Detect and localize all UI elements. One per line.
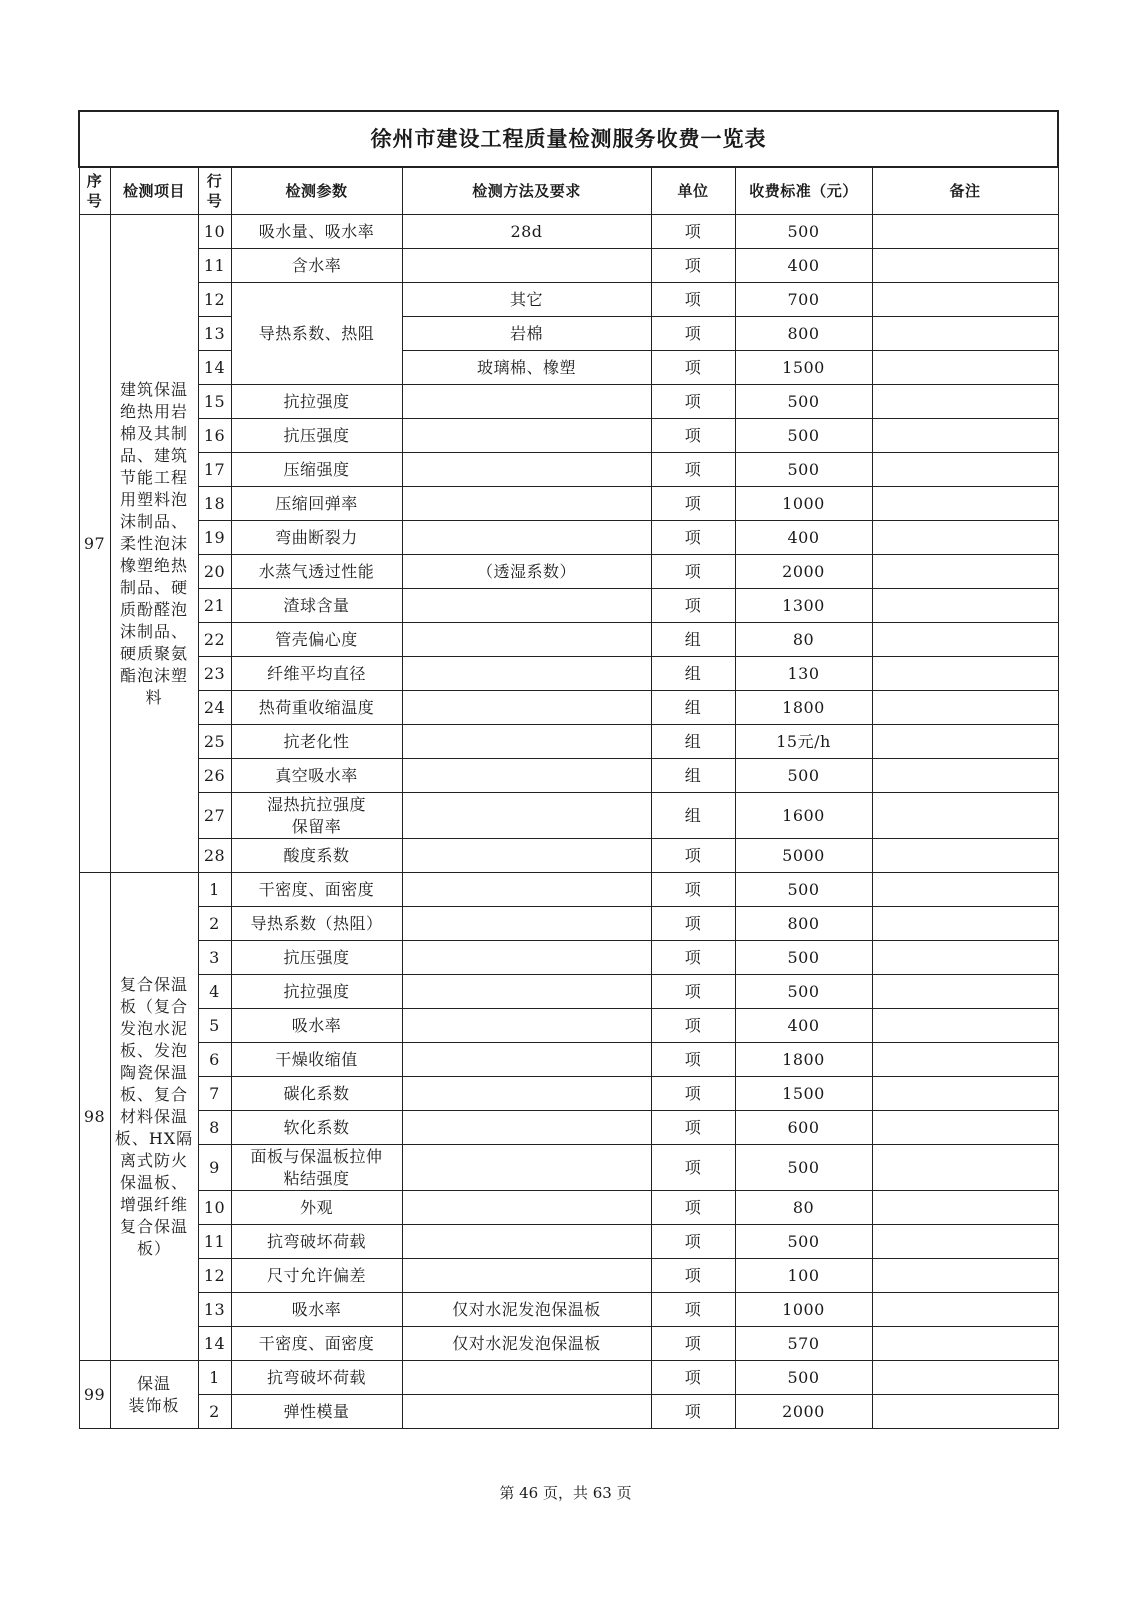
method-cell — [402, 1361, 651, 1395]
note-cell — [872, 1111, 1058, 1145]
method-cell — [402, 623, 651, 657]
table-row — [79, 1259, 1058, 1293]
fee-cell: 500 — [735, 453, 872, 487]
unit-cell: 项 — [651, 249, 735, 283]
param-cell: 酸度系数 — [231, 839, 402, 873]
row-no-cell: 12 — [198, 1259, 231, 1293]
seq-cell: 99 — [79, 1361, 110, 1429]
note-cell — [872, 351, 1058, 385]
note-cell — [872, 975, 1058, 1009]
note-cell — [872, 1293, 1058, 1327]
unit-cell: 项 — [651, 385, 735, 419]
method-cell — [402, 453, 651, 487]
param-cell: 管壳偏心度 — [231, 623, 402, 657]
note-cell — [872, 487, 1058, 521]
table-row — [79, 691, 1058, 725]
method-cell — [402, 873, 651, 907]
row-no-cell: 4 — [198, 975, 231, 1009]
row-no-cell: 18 — [198, 487, 231, 521]
fee-cell: 1000 — [735, 1293, 872, 1327]
unit-cell: 项 — [651, 941, 735, 975]
param-cell: 渣球含量 — [231, 589, 402, 623]
method-cell — [402, 941, 651, 975]
row-no-cell: 17 — [198, 453, 231, 487]
param-cell: 压缩回弹率 — [231, 487, 402, 521]
fee-cell: 130 — [735, 657, 872, 691]
table-row — [79, 1395, 1058, 1429]
method-cell — [402, 1077, 651, 1111]
fee-cell: 500 — [735, 1361, 872, 1395]
table-row — [79, 419, 1058, 453]
row-no-cell: 25 — [198, 725, 231, 759]
param-cell: 热荷重收缩温度 — [231, 691, 402, 725]
unit-cell: 项 — [651, 873, 735, 907]
unit-cell: 组 — [651, 623, 735, 657]
method-cell — [402, 759, 651, 793]
fee-cell: 2000 — [735, 555, 872, 589]
table-row — [79, 283, 1058, 317]
fee-cell: 400 — [735, 249, 872, 283]
row-no-cell: 21 — [198, 589, 231, 623]
fee-cell: 1800 — [735, 1043, 872, 1077]
row-no-cell: 11 — [198, 1225, 231, 1259]
row-no-cell: 16 — [198, 419, 231, 453]
fee-cell: 5000 — [735, 839, 872, 873]
row-no-cell: 3 — [198, 941, 231, 975]
method-cell: 28d — [402, 215, 651, 249]
note-cell — [872, 419, 1058, 453]
param-cell: 纤维平均直径 — [231, 657, 402, 691]
table-row — [79, 1043, 1058, 1077]
method-cell: 仅对水泥发泡保温板 — [402, 1293, 651, 1327]
table-row — [79, 249, 1058, 283]
item-cell: 复合保温板（复合发泡水泥板、发泡陶瓷保温板、复合材料保温板、HX隔离式防火保温板、增强纤维复合保温板） — [110, 873, 198, 1361]
param-cell: 吸水量、吸水率 — [231, 215, 402, 249]
table-row — [79, 351, 1058, 385]
method-cell — [402, 419, 651, 453]
fee-cell: 500 — [735, 759, 872, 793]
table-row — [79, 453, 1058, 487]
note-cell — [872, 907, 1058, 941]
fee-cell: 600 — [735, 1111, 872, 1145]
row-no-cell: 13 — [198, 1293, 231, 1327]
table-row — [79, 487, 1058, 521]
fee-table — [78, 110, 1059, 1429]
row-no-cell: 14 — [198, 1327, 231, 1361]
note-cell — [872, 1077, 1058, 1111]
fee-cell: 1000 — [735, 487, 872, 521]
param-cell: 抗拉强度 — [231, 975, 402, 1009]
seq-cell: 97 — [79, 215, 110, 873]
fee-cell: 400 — [735, 1009, 872, 1043]
method-cell — [402, 1111, 651, 1145]
row-no-cell: 8 — [198, 1111, 231, 1145]
param-cell: 外观 — [231, 1191, 402, 1225]
unit-cell: 项 — [651, 1191, 735, 1225]
row-no-cell: 19 — [198, 521, 231, 555]
param-cell: 抗弯破坏荷载 — [231, 1225, 402, 1259]
header-row-no: 行 号 — [198, 167, 231, 215]
table-row — [79, 839, 1058, 873]
unit-cell: 项 — [651, 1327, 735, 1361]
table-row — [79, 1225, 1058, 1259]
header-row — [79, 167, 1058, 215]
note-cell — [872, 453, 1058, 487]
fee-cell: 1800 — [735, 691, 872, 725]
item-cell: 建筑保温绝热用岩棉及其制品、建筑节能工程用塑料泡沫制品、柔性泡沫橡塑绝热制品、硬质酚醛泡沫制品、硬质聚氨酯泡沫塑料 — [110, 215, 198, 873]
param-cell: 尺寸允许偏差 — [231, 1259, 402, 1293]
header-param: 检测参数 — [231, 167, 402, 215]
table-row — [79, 1145, 1058, 1191]
note-cell — [872, 839, 1058, 873]
unit-cell: 项 — [651, 1395, 735, 1429]
param-cell: 水蒸气透过性能 — [231, 555, 402, 589]
unit-cell: 项 — [651, 317, 735, 351]
method-cell: 其它 — [402, 283, 651, 317]
method-cell — [402, 975, 651, 1009]
table-row — [79, 1293, 1058, 1327]
table-row — [79, 975, 1058, 1009]
unit-cell: 组 — [651, 793, 735, 839]
method-cell — [402, 1225, 651, 1259]
unit-cell: 项 — [651, 1225, 735, 1259]
note-cell — [872, 589, 1058, 623]
param-cell: 抗压强度 — [231, 419, 402, 453]
unit-cell: 项 — [651, 1259, 735, 1293]
table-row — [79, 1327, 1058, 1361]
note-cell — [872, 657, 1058, 691]
fee-cell: 80 — [735, 1191, 872, 1225]
fee-cell: 500 — [735, 941, 872, 975]
unit-cell: 项 — [651, 589, 735, 623]
table-row — [79, 385, 1058, 419]
table-row — [79, 555, 1058, 589]
note-cell — [872, 1191, 1058, 1225]
note-cell — [872, 1009, 1058, 1043]
method-cell: （透湿系数） — [402, 555, 651, 589]
param-cell: 干燥收缩值 — [231, 1043, 402, 1077]
row-no-cell: 11 — [198, 249, 231, 283]
note-cell — [872, 1225, 1058, 1259]
note-cell — [872, 521, 1058, 555]
fee-cell: 700 — [735, 283, 872, 317]
param-cell: 抗弯破坏荷载 — [231, 1361, 402, 1395]
unit-cell: 组 — [651, 725, 735, 759]
table-row — [79, 793, 1058, 839]
unit-cell: 项 — [651, 1361, 735, 1395]
row-no-cell: 2 — [198, 1395, 231, 1429]
table-row — [79, 907, 1058, 941]
method-cell — [402, 657, 651, 691]
param-cell: 导热系数、热阻 — [231, 283, 402, 385]
table-row — [79, 657, 1058, 691]
header-method: 检测方法及要求 — [402, 167, 651, 215]
header-fee: 收费标准（元） — [735, 167, 872, 215]
table-row — [79, 215, 1058, 249]
method-cell: 岩棉 — [402, 317, 651, 351]
table-row — [79, 1111, 1058, 1145]
unit-cell: 项 — [651, 521, 735, 555]
unit-cell: 项 — [651, 839, 735, 873]
unit-cell: 项 — [651, 907, 735, 941]
row-no-cell: 20 — [198, 555, 231, 589]
header-note: 备注 — [872, 167, 1058, 215]
fee-cell: 800 — [735, 317, 872, 351]
header-item: 检测项目 — [110, 167, 198, 215]
param-cell: 含水率 — [231, 249, 402, 283]
param-cell: 干密度、面密度 — [231, 1327, 402, 1361]
row-no-cell: 22 — [198, 623, 231, 657]
fee-cell: 500 — [735, 975, 872, 1009]
param-cell: 弹性模量 — [231, 1395, 402, 1429]
method-cell — [402, 589, 651, 623]
header-unit: 单位 — [651, 167, 735, 215]
note-cell — [872, 1043, 1058, 1077]
row-no-cell: 7 — [198, 1077, 231, 1111]
table-row — [79, 1077, 1058, 1111]
method-cell — [402, 1395, 651, 1429]
note-cell — [872, 215, 1058, 249]
fee-cell: 1600 — [735, 793, 872, 839]
note-cell — [872, 1145, 1058, 1191]
method-cell — [402, 1145, 651, 1191]
unit-cell: 项 — [651, 351, 735, 385]
method-cell: 仅对水泥发泡保温板 — [402, 1327, 651, 1361]
method-cell — [402, 839, 651, 873]
param-cell: 导热系数（热阻） — [231, 907, 402, 941]
method-cell — [402, 1259, 651, 1293]
row-no-cell: 14 — [198, 351, 231, 385]
unit-cell: 组 — [651, 759, 735, 793]
param-cell: 软化系数 — [231, 1111, 402, 1145]
param-cell: 碳化系数 — [231, 1077, 402, 1111]
row-no-cell: 5 — [198, 1009, 231, 1043]
table-row — [79, 1191, 1058, 1225]
note-cell — [872, 623, 1058, 657]
unit-cell: 项 — [651, 1043, 735, 1077]
page-footer: 第 46 页，共 63 页 — [499, 1484, 632, 1502]
row-no-cell: 1 — [198, 873, 231, 907]
row-no-cell: 26 — [198, 759, 231, 793]
table-row — [79, 1361, 1058, 1395]
unit-cell: 项 — [651, 1009, 735, 1043]
row-no-cell: 10 — [198, 215, 231, 249]
param-cell: 弯曲断裂力 — [231, 521, 402, 555]
table-row — [79, 941, 1058, 975]
row-no-cell: 13 — [198, 317, 231, 351]
note-cell — [872, 873, 1058, 907]
param-cell: 抗压强度 — [231, 941, 402, 975]
fee-cell: 100 — [735, 1259, 872, 1293]
fee-cell: 1300 — [735, 589, 872, 623]
param-cell: 湿热抗拉强度 保留率 — [231, 793, 402, 839]
table-title: 徐州市建设工程质量检测服务收费一览表 — [79, 111, 1058, 167]
item-cell: 保温 装饰板 — [110, 1361, 198, 1429]
note-cell — [872, 691, 1058, 725]
note-cell — [872, 1327, 1058, 1361]
row-no-cell: 28 — [198, 839, 231, 873]
fee-cell: 1500 — [735, 1077, 872, 1111]
unit-cell: 组 — [651, 657, 735, 691]
table-row — [79, 623, 1058, 657]
note-cell — [872, 317, 1058, 351]
unit-cell: 组 — [651, 691, 735, 725]
fee-cell: 800 — [735, 907, 872, 941]
param-cell: 抗拉强度 — [231, 385, 402, 419]
note-cell — [872, 1361, 1058, 1395]
method-cell — [402, 1043, 651, 1077]
unit-cell: 项 — [651, 1293, 735, 1327]
method-cell — [402, 1191, 651, 1225]
fee-cell: 500 — [735, 1145, 872, 1191]
seq-cell: 98 — [79, 873, 110, 1361]
unit-cell: 项 — [651, 1111, 735, 1145]
row-no-cell: 27 — [198, 793, 231, 839]
fee-cell: 15元/h — [735, 725, 872, 759]
unit-cell: 项 — [651, 1077, 735, 1111]
method-cell — [402, 385, 651, 419]
note-cell — [872, 793, 1058, 839]
unit-cell: 项 — [651, 555, 735, 589]
param-cell: 干密度、面密度 — [231, 873, 402, 907]
fee-cell: 500 — [735, 873, 872, 907]
note-cell — [872, 249, 1058, 283]
unit-cell: 项 — [651, 487, 735, 521]
unit-cell: 项 — [651, 975, 735, 1009]
param-cell: 吸水率 — [231, 1009, 402, 1043]
row-no-cell: 23 — [198, 657, 231, 691]
row-no-cell: 1 — [198, 1361, 231, 1395]
fee-cell: 500 — [735, 215, 872, 249]
fee-cell: 400 — [735, 521, 872, 555]
fee-cell: 500 — [735, 385, 872, 419]
row-no-cell: 9 — [198, 1145, 231, 1191]
fee-cell: 2000 — [735, 1395, 872, 1429]
row-no-cell: 6 — [198, 1043, 231, 1077]
note-cell — [872, 941, 1058, 975]
note-cell — [872, 725, 1058, 759]
table-row — [79, 317, 1058, 351]
unit-cell: 项 — [651, 215, 735, 249]
method-cell — [402, 725, 651, 759]
table-row — [79, 521, 1058, 555]
row-no-cell: 2 — [198, 907, 231, 941]
table-row — [79, 759, 1058, 793]
unit-cell: 项 — [651, 1145, 735, 1191]
note-cell — [872, 385, 1058, 419]
unit-cell: 项 — [651, 453, 735, 487]
table-row — [79, 1009, 1058, 1043]
method-cell — [402, 487, 651, 521]
method-cell — [402, 521, 651, 555]
table-row — [79, 873, 1058, 907]
param-cell: 吸水率 — [231, 1293, 402, 1327]
method-cell — [402, 907, 651, 941]
row-no-cell: 24 — [198, 691, 231, 725]
header-seq: 序 号 — [79, 167, 110, 215]
fee-cell: 570 — [735, 1327, 872, 1361]
fee-cell: 500 — [735, 1225, 872, 1259]
note-cell — [872, 555, 1058, 589]
param-cell: 压缩强度 — [231, 453, 402, 487]
row-no-cell: 12 — [198, 283, 231, 317]
note-cell — [872, 1259, 1058, 1293]
param-cell: 真空吸水率 — [231, 759, 402, 793]
unit-cell: 项 — [651, 283, 735, 317]
note-cell — [872, 759, 1058, 793]
fee-cell: 80 — [735, 623, 872, 657]
row-no-cell: 15 — [198, 385, 231, 419]
note-cell — [872, 1395, 1058, 1429]
fee-cell: 500 — [735, 419, 872, 453]
method-cell — [402, 793, 651, 839]
fee-cell: 1500 — [735, 351, 872, 385]
method-cell — [402, 249, 651, 283]
row-no-cell: 10 — [198, 1191, 231, 1225]
note-cell — [872, 283, 1058, 317]
param-cell: 面板与保温板拉伸 粘结强度 — [231, 1145, 402, 1191]
method-cell — [402, 691, 651, 725]
table-row — [79, 725, 1058, 759]
unit-cell: 项 — [651, 419, 735, 453]
table-row — [79, 589, 1058, 623]
param-cell: 抗老化性 — [231, 725, 402, 759]
method-cell: 玻璃棉、橡塑 — [402, 351, 651, 385]
method-cell — [402, 1009, 651, 1043]
